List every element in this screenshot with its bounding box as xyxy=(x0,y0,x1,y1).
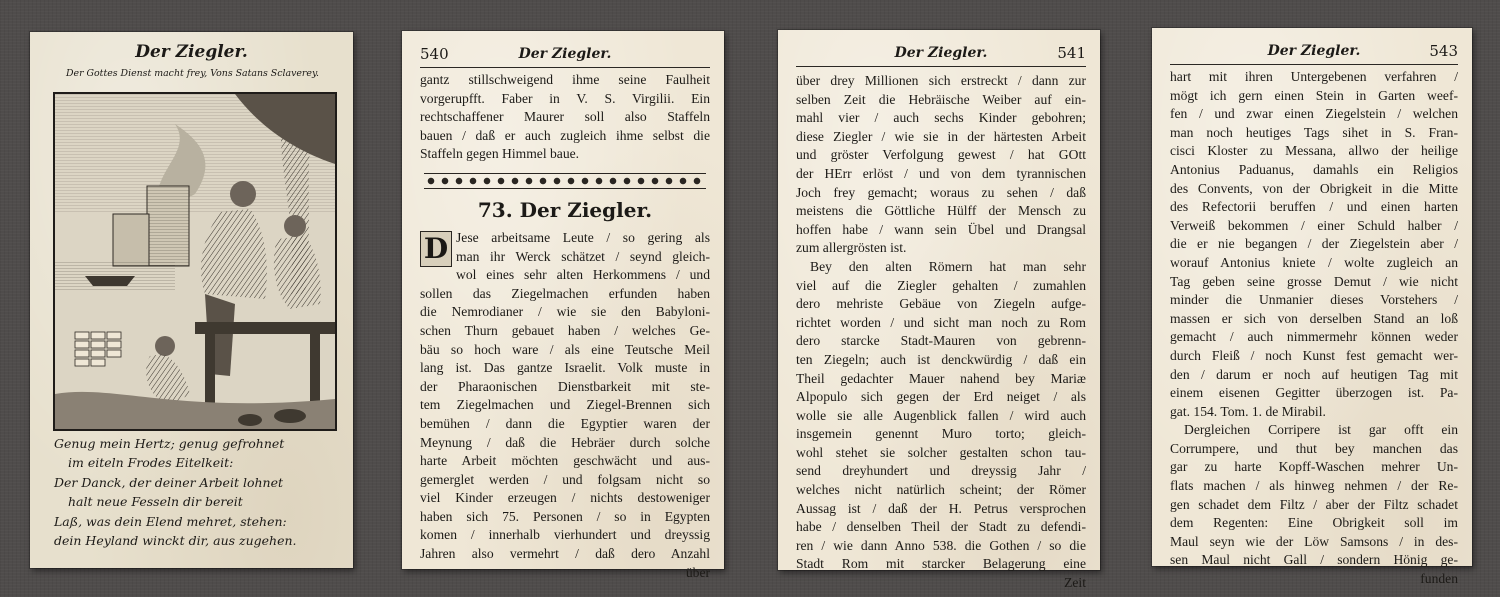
running-head xyxy=(796,42,1086,67)
verse-line: Der Danck, der deiner Arbeit lohnet xyxy=(54,474,283,490)
page-number: 543 xyxy=(1429,42,1458,60)
running-title: Der Ziegler. xyxy=(518,46,612,62)
text-line: send dreyhundert und dreyssig Jahr / xyxy=(796,463,1086,479)
page-body xyxy=(420,71,710,582)
engraving-illustration xyxy=(53,92,337,431)
verse-line: dein Heyland winckt dir, aus zugehen. xyxy=(54,533,297,549)
catchword: funden xyxy=(1420,571,1458,587)
verse-line: Genug mein Hertz; genug gefrohnet xyxy=(54,436,285,451)
text-line: haben sich 75. Personen / so in Egypten xyxy=(420,508,710,524)
text-line: cisci Kloster zu Messana, allwo der heilige xyxy=(1170,143,1458,159)
text-line: man ihr Werck schätzet / seynd gleich- xyxy=(456,248,710,264)
text-line: Maul seyn wie der Löw Samsons / in des- xyxy=(1170,533,1458,549)
text-line: bauen / daß er auch zugleich ihme selbst die xyxy=(420,127,710,143)
page-number: 541 xyxy=(1057,44,1086,62)
text-line: durch Fleiß / noch Kunst fest gemacht wer- xyxy=(1170,347,1458,363)
text-line: flats machen / als hinweg nehmen / der Re- xyxy=(1170,478,1458,494)
text-line: gemacht / auch nimmermehr können weder xyxy=(1170,329,1458,345)
running-title: Der Ziegler. xyxy=(1267,43,1361,59)
text-line: viel Kinder erzeugen / nichts destoweniger xyxy=(420,490,710,506)
text-line: der HErr erlöst / und von dem tyrannischen xyxy=(796,165,1086,181)
text-line: des Refectorii beruffen / und einen harten xyxy=(1170,199,1458,215)
text-line: sollen das Ziegelmachen erfunden haben xyxy=(420,285,710,301)
page-number: 540 xyxy=(420,45,449,63)
text-line: worauf Antonius kniete / wolte zugleich an xyxy=(1170,254,1458,270)
brickmaker-engraving-image xyxy=(55,94,335,429)
text-line: des Convents, von der Obrigkeit in die Mitte xyxy=(1170,180,1458,196)
text-line: der Pharaonischen Dienstbarkeit mit ste- xyxy=(420,378,710,394)
text-page-540 xyxy=(402,31,724,580)
text-line: den / darum er noch auf heutigen Tag mit xyxy=(1170,366,1458,382)
text-line: schen Thurn gebauet haben / welches Ge- xyxy=(420,322,710,338)
text-line: dero mehriste Gebäue von Ziegeln aufge- xyxy=(796,296,1086,312)
text-line: und gröster Verfolgung gewest / hat GOtt xyxy=(796,147,1086,163)
text-line: Alpopulo sich gegen der Erd neiget / als xyxy=(796,389,1086,405)
text-line: gar zu harte Kopff-Waschen mehrer Un- xyxy=(1170,459,1458,475)
text-line: Dergleichen Corripere ist gar offt ein xyxy=(1184,422,1458,438)
text-line: gen schadet dem Filtz / aber der Filtz schadet xyxy=(1170,496,1458,512)
text-line: komen / innerhalb vierhundert und dreyssig xyxy=(420,527,710,543)
text-line: sen Maul nicht Gall / sondern Hönig ge- xyxy=(1170,552,1458,568)
page-body xyxy=(796,72,1086,593)
verse-line: im eiteln Frodes Eitelkeit: xyxy=(68,455,234,471)
text-line: einem eisenen Gegitter überzogen ist. Pa- xyxy=(1170,385,1458,401)
text-line: ten Ziegeln; auch ist denckwürdig / daß ein xyxy=(796,351,1086,367)
emblem-plate-page xyxy=(30,32,353,568)
text-page-543 xyxy=(1152,28,1472,587)
text-line: hart mit ihren Untergebenen verfahren / xyxy=(1170,69,1458,84)
text-line: harte Arbeit möchten geschwächt und aus- xyxy=(420,453,710,469)
text-line: fen / und zwar einen Ziegelstein / welchen xyxy=(1170,106,1458,122)
running-title: Der Ziegler. xyxy=(894,45,988,61)
text-line: gemerglet werden / und folgsam nicht so xyxy=(420,471,710,487)
catchword: Zeit xyxy=(1064,575,1086,591)
text-line: Tag geben seine grosse Demut / wie nicht xyxy=(1170,273,1458,289)
text-line: mögt ich gern einen Stein in Garten weef- xyxy=(1170,87,1458,103)
text-line: zum allergrösten ist. xyxy=(796,240,907,256)
text-line: Jese arbeitsame Leute / so gering als xyxy=(456,229,710,245)
text-line: massen er sich von derselben Stand an loß xyxy=(1170,310,1458,326)
text-line: dem Regenten: Eine Obrigkeit soll im xyxy=(1170,515,1458,531)
text-line: wol eines sehr alten Herkommens / und xyxy=(456,267,710,283)
text-line: ren / wie dann Anno 538. die Gothen / so die xyxy=(796,537,1086,553)
verse-line: Laß, was dein Elend mehret, stehen: xyxy=(54,513,287,529)
text-line: man noch heutiges Tags sihet in S. Fran- xyxy=(1170,124,1458,140)
text-line: wolle sie alle Augenblick fallen / wird auch xyxy=(796,407,1086,423)
text-line: Staffeln gegen Himmel baue. xyxy=(420,146,580,162)
section-title: 73. Der Ziegler. xyxy=(477,197,653,222)
text-line: Joch frey gemacht; woraus zu sehen / daß xyxy=(796,184,1086,200)
text-line: insgemein genennt Muro torto; gleich- xyxy=(796,426,1086,442)
text-line: Stadt Rom mit starcker Belagerung eine xyxy=(796,556,1086,572)
text-line: dero starcke Stadt-Mauren von gebrenn- xyxy=(796,333,1086,349)
text-line: Verweiß bekommen / einer Schuld halber / xyxy=(1170,217,1458,233)
text-line: die er nie begangen / der Ziegelstein aber / xyxy=(1170,236,1458,252)
text-line: Bey den alten Römern hat man sehr xyxy=(810,258,1086,274)
text-line: Jahren also vermehrt / daß dero Anzahl xyxy=(420,546,710,562)
text-line: minder die Unmanier dieses Vorstehers / xyxy=(1170,292,1458,308)
text-line: welches nicht natürlich scheint; der Römer xyxy=(796,482,1086,498)
plate-motto: Der Gottes Dienst macht frey, Vons Satans Sclaverey. xyxy=(66,68,319,79)
ornament-divider xyxy=(424,173,706,189)
text-line: rechtschaffener Maurer soll also Staffeln xyxy=(420,109,710,125)
text-line: Aussag ist / daß der H. Petrus versprochen xyxy=(796,500,1086,516)
text-line: Corrumpere, und thut bey manchen das xyxy=(1170,440,1458,456)
text-line: vorgerupfft. Faber in V. S. Virgilii. Ein xyxy=(420,90,710,106)
running-head xyxy=(420,43,710,68)
text-line: diese Ziegler / wie sie in der härtesten Arbeit xyxy=(796,128,1086,144)
text-line: gat. 154. Tom. 1. de Mirabil. xyxy=(1170,403,1326,419)
text-line: gantz stillschweigend ihme seine Faulheit xyxy=(420,72,710,87)
drop-cap: D xyxy=(420,231,452,267)
text-line: meistens die Göttliche Hülff der Mensch zu xyxy=(796,203,1086,219)
verse-line: halt neue Fesseln dir bereit xyxy=(68,494,243,510)
text-line: hoffen habe / wann sein Übel und Drangsal xyxy=(796,221,1086,237)
text-line: wohl stehet sie solcher gestalten schon tau- xyxy=(796,444,1086,460)
text-line: über drey Millionen sich erstreckt / dann zur xyxy=(796,73,1086,88)
page-body xyxy=(1170,68,1458,589)
text-line: bäu so hoch ware / als eine Teutsche Meil xyxy=(420,341,710,357)
text-page-541 xyxy=(778,30,1100,591)
text-line: viel auf die Ziegler gehalten / zumahlen xyxy=(796,277,1086,293)
running-head xyxy=(1170,40,1458,65)
plate-title: Der Ziegler. xyxy=(135,42,248,62)
text-line: Theil gedachter Mauer nahend bey Mariæ xyxy=(796,370,1086,386)
text-line: lang ist. Das gantze Israelit. Volk muste in xyxy=(420,360,710,376)
text-line: habe / denselben Theil der Stadt zu defendi- xyxy=(796,519,1086,535)
plate-verse xyxy=(54,434,335,550)
catchword: über xyxy=(685,564,710,580)
text-line: richtet worden / und sicht man noch zu Rom xyxy=(796,314,1086,330)
text-line: mahl vier / auch sechs Kinder gebohren; xyxy=(796,110,1086,126)
text-line: Antonius Paduanus, damahls ein Religios xyxy=(1170,161,1458,177)
text-line: tem Ziegelmachen und Ziegel-Brennen sich xyxy=(420,397,710,413)
text-line: bemühen / dann die Egyptier waren der xyxy=(420,415,710,431)
text-line: Meynung / daß die Hebräer durch solche xyxy=(420,434,710,450)
text-line: selben Zeit die Hebräische Weiber auf ein- xyxy=(796,91,1086,107)
text-line: die Nemrodianer / wie sie den Babyloni- xyxy=(420,304,710,320)
